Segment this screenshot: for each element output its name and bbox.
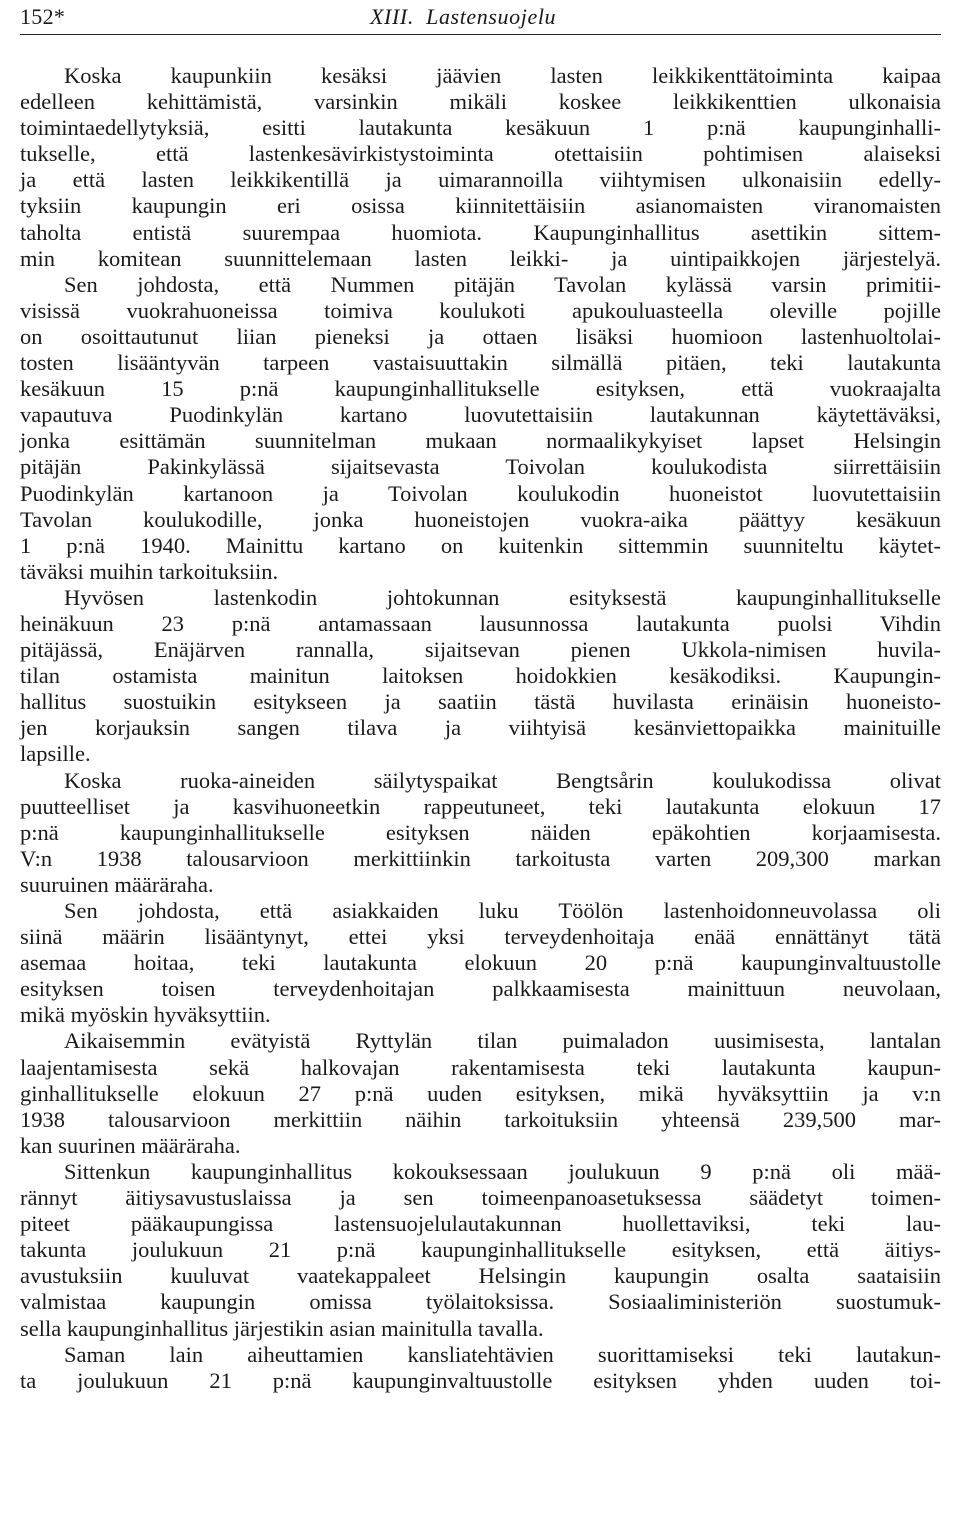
text-line: Aikaisemmin evätyistä Ryttylän tilan puimaladon uusimisesta, lantalan — [64, 1028, 941, 1054]
document-page — [20, 0, 941, 1393]
text-line: takunta joulukuun 21 p:nä kaupunginhallitukselle esityksen, että äitiys- — [20, 1237, 941, 1263]
running-head: XIII. Lastensuojelu — [370, 4, 557, 29]
page-number: 152* — [20, 4, 66, 29]
text-line: Koska ruoka-aineiden säilytyspaikat Bengtsårin koulukodissa olivat — [64, 767, 941, 793]
text-line: asemaa hoitaa, teki lautakunta elokuun 20 p:nä kaupunginvaltuustolle — [20, 950, 941, 976]
text-line: visissä vuokrahuoneissa toimiva koulukoti apukouluasteella oleville pojille — [20, 297, 941, 323]
text-line: tukselle, että lastenkesävirkistystoiminta otettaisiin pohtimisen alaiseksi — [20, 141, 941, 167]
text-line: kesäkuun 15 p:nä kaupunginhallitukselle esityksen, että vuokraajalta — [20, 376, 941, 402]
text-line: edelleen kehittämistä, varsinkin mikäli koskee leikkikenttien ulkonaisia — [20, 89, 941, 115]
text-line: min komitean suunnittelemaan lasten leikki- ja uintipaikkojen järjestelyä. — [20, 245, 941, 271]
text-line: ja että lasten leikkikentillä ja uimarannoilla viihtymisen ulkonaisiin edelly- — [20, 167, 941, 193]
text-line: taholta entistä suurempaa huomiota. Kaupunginhallitus asettikin sittem- — [20, 219, 941, 245]
text-line: täväksi muihin tarkoituksiin. — [20, 558, 279, 584]
text-line: on osoittautunut liian pieneksi ja ottaen lisäksi huomioon lastenhuoltolai- — [20, 323, 941, 349]
text-line: laajentamisesta sekä halkovajan rakentamisesta teki lautakunta kaupun- — [20, 1054, 941, 1080]
text-line: Hyvösen lastenkodin johtokunnan esityksestä kaupunginhallitukselle — [64, 584, 941, 610]
text-line: valmistaa kaupungin omissa työlaitoksissa. Sosiaaliministeriön suostumuk- — [20, 1289, 941, 1315]
text-line: siinä määrin lisääntynyt, ettei yksi terveydenhoitaja enää ennättänyt tätä — [20, 924, 941, 950]
text-line: Koska kaupunkiin kesäksi jäävien lasten leikkikenttätoiminta kaipaa — [64, 63, 941, 88]
text-line: p:nä kaupunginhallitukselle esityksen näiden epäkohtien korjaamisesta. — [20, 819, 941, 845]
text-line: V:n 1938 talousarvioon merkittiinkin tarkoitusta varten 209,300 markan — [20, 845, 941, 871]
page-header — [20, 0, 941, 35]
text-line: avustuksiin kuuluvat vaatekappaleet Helsingin kaupungin osalta saataisiin — [20, 1263, 941, 1289]
text-line: sella kaupunginhallitus järjestikin asian mainitulla tavalla. — [20, 1315, 544, 1341]
text-line: suuruinen määräraha. — [20, 871, 214, 897]
text-line: 1 p:nä 1940. Mainittu kartano on kuitenkin sittemmin suunniteltu käytet- — [20, 532, 941, 558]
text-line: toimintaedellytyksiä, esitti lautakunta kesäkuun 1 p:nä kaupunginhalli- — [20, 115, 941, 141]
text-line: Saman lain aiheuttamien kansliatehtävien suorittamiseksi teki lautakun- — [64, 1341, 941, 1367]
text-line: kan suurinen määräraha. — [20, 1132, 241, 1158]
body-text — [20, 63, 941, 1394]
text-line: Sittenkun kaupunginhallitus kokouksessaan joulukuun 9 p:nä oli mää- — [64, 1158, 941, 1184]
text-line: heinäkuun 23 p:nä antamassaan lausunnossa lautakunta puolsi Vihdin — [20, 610, 941, 636]
text-line: Sen johdosta, että Nummen pitäjän Tavolan kylässä varsin primitii- — [64, 271, 941, 297]
text-line: jonka esittämän suunnitelman mukaan normaalikykyiset lapset Helsingin — [20, 428, 941, 454]
text-line: tosten lisääntyvän tarpeen vastaisuuttakin silmällä pitäen, teki lautakunta — [20, 350, 941, 376]
text-line: tyksiin kaupungin eri osissa kiinnitettäisiin asianomaisten viranomaisten — [20, 193, 941, 219]
text-line: hallitus suostuikin esitykseen ja saatiin tästä huvilasta erinäisin huoneisto- — [20, 689, 941, 715]
text-line: Puodinkylän kartanoon ja Toivolan koulukodin huoneistot luovutettaisiin — [20, 480, 941, 506]
text-line: 1938 talousarvioon merkittiin näihin tarkoituksiin yhteensä 239,500 mar- — [20, 1106, 941, 1132]
text-line: ginhallitukselle elokuun 27 p:nä uuden esityksen, mikä hyväksyttiin ja v:n — [20, 1080, 941, 1106]
text-line: vapautuva Puodinkylän kartano luovutettaisiin lautakunnan käytettäväksi, — [20, 402, 941, 428]
text-line: Sen johdosta, että asiakkaiden luku Töölön lastenhoidonneuvolassa oli — [64, 898, 941, 923]
text-line: jen korjauksin sangen tilava ja viihtyisä kesänviettopaikka mainituille — [20, 715, 941, 741]
text-line: pitäjässä, Enäjärven rannalla, sijaitsevan pienen Ukkola-nimisen huvila- — [20, 637, 941, 663]
text-line: pitäjän Pakinkylässä sijaitsevasta Toivolan koulukodista siirrettäisiin — [20, 454, 941, 480]
text-line: Tavolan koulukodille, jonka huoneistojen vuokra-aika päättyy kesäkuun — [20, 506, 941, 532]
text-line: ta joulukuun 21 p:nä kaupunginvaltuustolle esityksen yhden uuden toi- — [20, 1367, 941, 1393]
text-line: lapsille. — [20, 741, 91, 767]
text-line: puutteelliset ja kasvihuoneetkin rappeutuneet, teki lautakunta elokuun 17 — [20, 793, 941, 819]
text-line: tilan ostamista mainitun laitoksen hoidokkien kesäkodiksi. Kaupungin- — [20, 663, 941, 689]
text-line: piteet pääkaupungissa lastensuojelulautakunnan huollettaviksi, teki lau- — [20, 1211, 941, 1237]
text-line: esityksen toisen terveydenhoitajan palkkaamisesta mainittuun neuvolaan, — [20, 976, 941, 1002]
text-line: mikä myöskin hyväksyttiin. — [20, 1002, 271, 1028]
text-line: rännyt äitiysavustuslaissa ja sen toimeenpanoasetuksessa säädetyt toimen- — [20, 1185, 941, 1211]
